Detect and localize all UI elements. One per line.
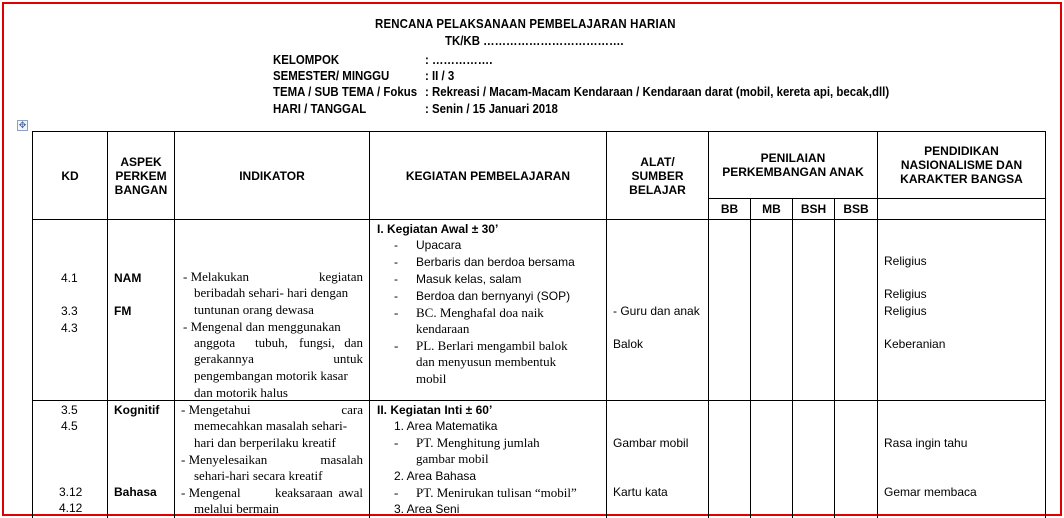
- header-bb: BB: [709, 199, 751, 220]
- row1-aspek: NAM FM: [108, 220, 175, 401]
- meta-value: : Senin / 15 Januari 2018: [425, 101, 558, 116]
- row2-indikator: - Mengetahui cara memecahkan masalah sehari- hari dan berperilaku kreatif - Menyelesaikan masalah sehari-hari secara kreatif - Mengenal keaksaraan awal melalui bermain: [175, 401, 370, 518]
- row2-alat: Gambar mobil Kartu kata: [607, 401, 709, 518]
- row2-mb: [751, 401, 793, 518]
- row1-bb: [709, 220, 751, 401]
- header-bsh: BSH: [793, 199, 835, 220]
- meta-value: : …………….: [425, 52, 493, 67]
- document-title: RENCANA PELAKSANAAN PEMBELAJARAN HARIAN: [375, 16, 676, 31]
- header-indikator: INDIKATOR: [175, 132, 370, 220]
- row1-mb: [751, 220, 793, 401]
- row1-bsb: [835, 220, 878, 401]
- row2-bsb: [835, 401, 878, 518]
- row2-kegiatan: II. Kegiatan Inti ± 60’ 1. Area Matematika - PT. Menghitung jumlah gambar mobil 2. Area Bahasa - PT. Menirukan tulisan “mobil” 3. Area Seni: [370, 401, 607, 518]
- meta-label: HARI / TANGGAL: [273, 101, 367, 116]
- meta-value: : Rekreasi / Macam-Macam Kendaraan / Kendaraan darat (mobil, kereta api, becak,dll): [425, 84, 890, 99]
- row2-kd: 3.5 4.5 3.12 4.12: [33, 401, 108, 518]
- table-move-handle-icon[interactable]: ✥: [18, 120, 27, 130]
- row1-kegiatan: I. Kegiatan Awal ± 30’ - Upacara - Berbaris dan berdoa bersama - Masuk kelas, salam - Berdoa dan bernyanyi (SOP) - BC. Menghafal doa naik kendaraan - PL. Berlari mengambil balok dan menyusun membentuk mobil: [370, 220, 607, 401]
- header-mb: MB: [751, 199, 793, 220]
- row1-alat: - Guru dan anak Balok: [607, 220, 709, 401]
- header-alat: ALAT/ SUMBER BELAJAR: [607, 132, 709, 220]
- header-bsb: BSB: [835, 199, 878, 220]
- header-kegiatan: KEGIATAN PEMBELAJARAN: [370, 132, 607, 220]
- header-aspek: ASPEK PERKEM BANGAN: [108, 132, 175, 220]
- row1-bsh: [793, 220, 835, 401]
- row2-bb: [709, 401, 751, 518]
- row2-bsh: [793, 401, 835, 518]
- header-penilaian: PENILAIAN PERKEMBANGAN ANAK: [709, 132, 878, 199]
- row1-kd: 4.1 3.3 4.3: [33, 220, 108, 401]
- header-pendidikan-sub: [878, 199, 1046, 220]
- header-kd: KD: [33, 132, 108, 220]
- row2-aspek: Kognitif Bahasa: [108, 401, 175, 518]
- meta-label: KELOMPOK: [273, 52, 340, 67]
- row1-pendidikan: Religius Religius Religius Keberanian: [878, 220, 1046, 401]
- meta-label: SEMESTER/ MINGGU: [273, 68, 390, 83]
- header-pendidikan: PENDIDIKAN NASIONALISME DAN KARAKTER BANGSA: [878, 132, 1046, 199]
- row1-indikator: - Melakukan kegiatan beribadah sehari- hari dengan tuntunan orang dewasa - Mengenal dan menggunakan anggota tubuh, fungsi, dan gerakannya untuk pengembangan motorik kasar dan motorik halus: [175, 220, 370, 401]
- meta-label: TEMA / SUB TEMA / Fokus: [273, 84, 418, 99]
- document-subtitle: TK/KB ……………………………….: [444, 33, 624, 48]
- row2-pendidikan: Rasa ingin tahu Gemar membaca: [878, 401, 1046, 518]
- lesson-plan-table: [32, 131, 1046, 518]
- meta-value: : II / 3: [425, 68, 455, 83]
